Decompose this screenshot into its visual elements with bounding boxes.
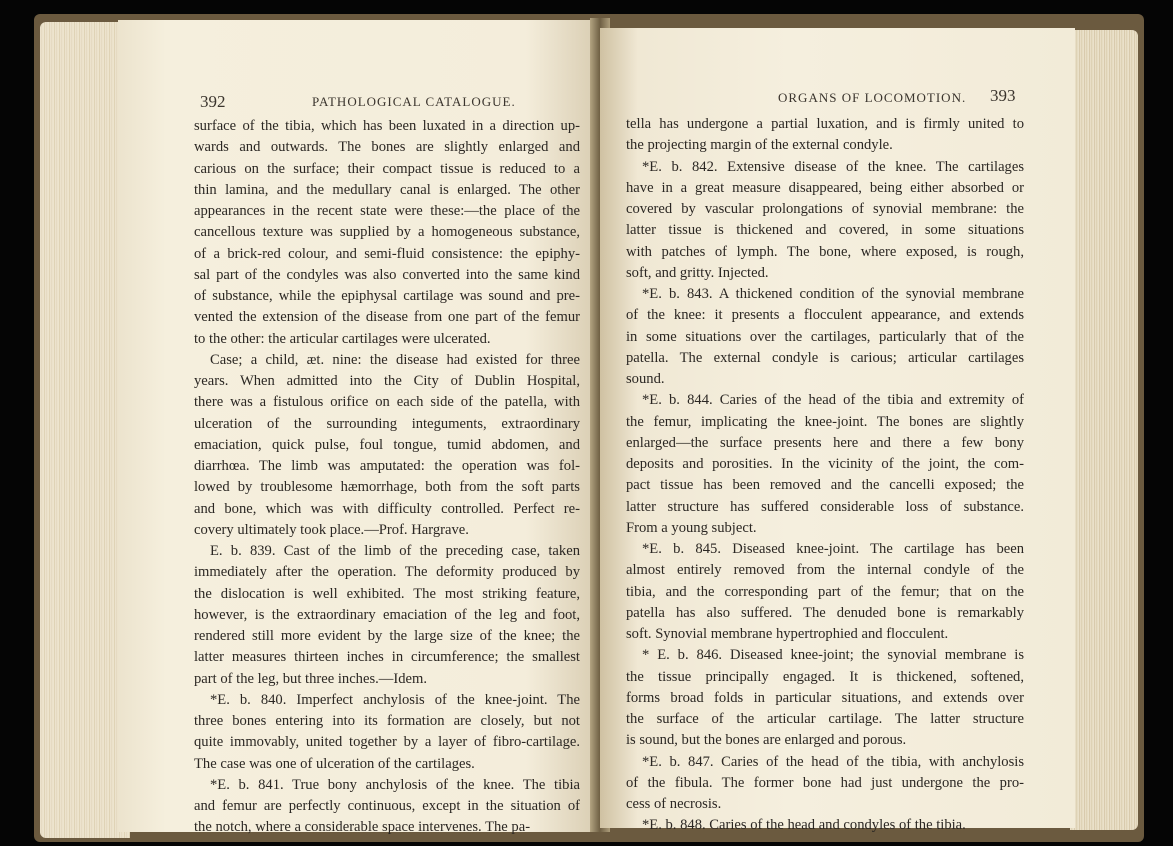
- text-line: of substance, while the epiphysal cartilage was sound and pre-: [194, 288, 580, 304]
- left-page-body: [194, 116, 580, 839]
- text-line: carious on the surface; their compact tissue is reduced to a: [194, 160, 580, 177]
- text-line: pact tissue has been removed and the cancelli exposed; the: [626, 477, 1024, 494]
- text-line: ulceration of the surrounding integuments, extraordinary: [194, 415, 580, 432]
- text-line: rendered still more evident by the large size of the knee; the: [194, 628, 580, 644]
- text-line: of a brick-red colour, and semi-fluid consistence: the epiphy-: [194, 245, 580, 262]
- text-line: *E. b. 844. Caries of the head of the tibia and extremity of: [642, 392, 1024, 409]
- text-line: cancellous texture was supplied by a homogeneous substance,: [194, 224, 580, 241]
- text-line: *E. b. 845. Diseased knee-joint. The cartilage has been: [642, 541, 1024, 557]
- text-line: *E. b. 843. A thickened condition of the synovial membrane: [642, 286, 1024, 302]
- text-line: *E. b. 841. True bony anchylosis of the knee. The tibia: [210, 776, 580, 793]
- text-line: part of the leg, but three inches.—Idem.: [194, 670, 428, 687]
- text-line: From a young subject.: [626, 519, 757, 536]
- text-line: covered by vascular prolongations of synovial membrane: the: [626, 201, 1024, 217]
- text-line: forms broad folds in particular situations, and extends over: [626, 689, 1024, 706]
- text-line: emaciation, quick pulse, foul tongue, tumid abdomen, and: [194, 436, 580, 453]
- right-page-edges: [1070, 30, 1138, 830]
- text-line: *E. b. 842. Extensive disease of the knee. The cartilages: [642, 158, 1024, 175]
- text-line: sal part of the condyles was also converted into the same kind: [194, 266, 580, 283]
- text-line: of the fibula. The former bone had just undergone the pro-: [626, 774, 1024, 791]
- text-line: with patches of lymph. The bone, where exposed, is rough,: [626, 243, 1024, 260]
- text-line: latter structure has suffered considerable loss of substance.: [626, 498, 1024, 515]
- text-line: covery ultimately took place.—Prof. Hargrave.: [194, 521, 469, 538]
- text-line: the dislocation is well exhibited. The most striking feature,: [194, 585, 580, 602]
- text-line: * E. b. 846. Diseased knee-joint; the synovial membrane is: [642, 647, 1024, 664]
- text-line: in some situations over the cartilages, particularly that of the: [626, 328, 1024, 345]
- right-page-body: [626, 114, 1024, 837]
- text-line: quite immovably, united together by a layer of fibro-cartilage.: [194, 734, 580, 751]
- text-line: surface of the tibia, which has been luxated in a direction up-: [194, 118, 580, 134]
- text-line: however, is the extraordinary emaciation of the leg and foot,: [194, 606, 580, 623]
- text-line: and bone, which was with difficulty controlled. Perfect re-: [194, 500, 580, 517]
- text-line: latter tissue is thickened and covered, in some situations: [626, 222, 1024, 239]
- left-page-number: 392: [200, 92, 226, 111]
- text-line: patella has also suffered. The denuded bone is remarkably: [626, 604, 1024, 621]
- text-line: enlarged—the surface presents here and there a few bony: [626, 434, 1024, 451]
- text-line: the tissue principally engaged. It is thickened, softened,: [626, 668, 1024, 685]
- text-line: *E. b. 840. Imperfect anchylosis of the knee-joint. The: [210, 691, 580, 708]
- text-line: *E. b. 847. Caries of the head of the tibia, with anchylosis: [642, 753, 1024, 770]
- text-line: the femur, implicating the knee-joint. The bones are slightly: [626, 413, 1024, 430]
- text-line: the projecting margin of the external condyle.: [626, 137, 893, 154]
- text-line: appearances in the recent state were these:—the place of the: [194, 203, 580, 219]
- text-line: vented the extension of the disease from one part of the femur: [194, 309, 580, 326]
- text-line: sound.: [626, 371, 665, 387]
- text-line: almost entirely removed from the internal condyle of the: [626, 562, 1024, 579]
- text-line: E. b. 839. Cast of the limb of the preceding case, taken: [210, 543, 580, 559]
- right-page-number: 393: [990, 86, 1016, 105]
- text-line: deposits and porosities. In the vicinity of the joint, the com-: [626, 456, 1024, 472]
- text-line: Case; a child, æt. nine: the disease had existed for three: [210, 351, 580, 368]
- text-line: The case was one of ulceration of the cartilages.: [194, 755, 475, 772]
- text-line: soft, and gritty. Injected.: [626, 264, 769, 281]
- text-line: to the other: the articular cartilages were ulcerated.: [194, 330, 491, 347]
- text-line: is sound, but the bones are enlarged and porous.: [626, 732, 907, 749]
- text-line: have in a great measure disappeared, being either absorbed or: [626, 179, 1024, 196]
- text-line: cess of necrosis.: [626, 796, 722, 812]
- text-line: latter measures thirteen inches in circumference; the smallest: [194, 649, 580, 666]
- text-line: immediately after the operation. The deformity produced by: [194, 564, 580, 581]
- text-line: of the knee: it presents a flocculent appearance, and extends: [626, 307, 1024, 324]
- text-line: the notch, where a considerable space intervenes. The pa-: [194, 819, 531, 836]
- text-line: *E. b. 848. Caries of the head and condyles of the tibia.: [642, 817, 966, 834]
- text-line: diarrhœa. The limb was amputated: the operation was fol-: [194, 458, 580, 474]
- text-line: thin lamina, and the medullary canal is enlarged. The other: [194, 181, 580, 198]
- text-line: there was a fistulous orifice on each side of the patella, with: [194, 394, 580, 411]
- text-line: patella. The external condyle is carious; articular cartilages: [626, 349, 1024, 366]
- left-page: [118, 20, 598, 836]
- text-line: years. When admitted into the City of Dublin Hospital,: [194, 373, 580, 389]
- right-page: [600, 28, 1075, 834]
- text-line: tibia, and the corresponding part of the femur; that on the: [626, 583, 1024, 600]
- left-running-head: PATHOLOGICAL CATALOGUE.: [312, 94, 516, 109]
- left-page-edges: [40, 22, 130, 838]
- right-running-head: ORGANS OF LOCOMOTION.: [778, 90, 967, 105]
- text-line: soft. Synovial membrane hypertrophied and flocculent.: [626, 626, 949, 642]
- text-line: three bones entering into its formation are closely, but not: [194, 713, 580, 729]
- text-line: wards and outwards. The bones are slightly enlarged and: [194, 139, 580, 156]
- text-line: the surface of the articular cartilage. The latter structure: [626, 711, 1024, 727]
- text-line: and femur are perfectly continuous, except in the situation of: [194, 798, 580, 814]
- text-line: lowed by troublesome hæmorrhage, both from the soft parts: [194, 479, 580, 496]
- text-line: tella has undergone a partial luxation, and is firmly united to: [626, 116, 1024, 132]
